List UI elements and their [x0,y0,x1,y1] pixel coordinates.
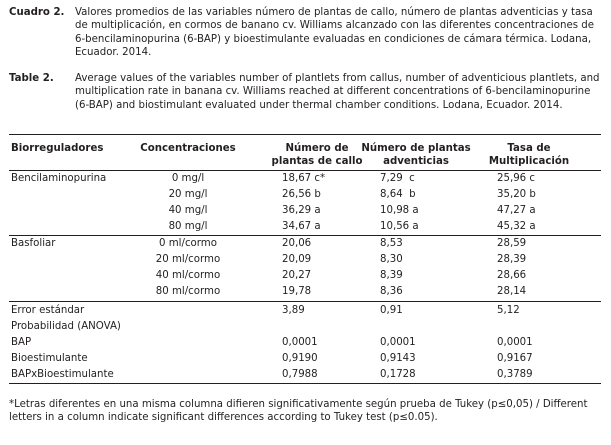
table-cell-callo: 20,06 [282,238,312,249]
table-cell-conc: 0 ml/cormo [159,238,217,249]
anova-label: Probabilidad (ANOVA) [11,321,121,332]
table-cell-tasa: 28,66 [497,270,527,281]
table-cell-conc: 80 mg/l [168,221,208,232]
anova-tasa: 0,3789 [497,369,533,380]
group2-bottom-rule [9,301,601,302]
caption-spanish-label: Cuadro 2. [9,7,65,18]
anova-callo: 0,0001 [282,337,318,348]
anova-adventicias: 0,0001 [380,337,416,348]
table-cell-tasa: 47,27 a [497,205,536,216]
table-cell-adventicias: 8,53 [380,238,403,249]
table-cell-callo: 20,09 [282,254,312,265]
anova-tasa: 0,9167 [497,353,533,364]
table-cell-tasa: 28,39 [497,254,527,265]
table-cell-tasa: 45,32 a [497,221,536,232]
anova-row-label: BAPxBioestimulante [11,369,114,380]
table-cell-adventicias: 10,98 a [380,205,419,216]
anova-callo: 0,9190 [282,353,318,364]
table-cell-conc: 80 ml/cormo [155,286,221,297]
header-plantas-callo-line1: Número de [285,143,349,154]
header-concentraciones: Concentraciones [140,143,236,154]
table-cell-conc: 20 mg/l [168,189,208,200]
table-cell-callo: 19,78 [282,286,312,297]
caption-spanish-text: Valores promedios de las variables número de plantas de callo, número de plantas adventicias y tasa de multiplicación, en cormos de banano cv. Williams alcanzado con las diferentes concentraciones de 6-bencilaminopurina (6-BAP) y bioestimulante evaluadas en condiciones de cámara térmica. Lodana, Ecuador. 2014. [75,7,595,58]
table-cell-callo: 36,29 a [282,205,321,216]
table-cell-conc: 20 ml/cormo [155,254,221,265]
table-cell-tasa: 35,20 b [497,189,536,200]
caption-english-text: Average values of the variables number of plantlets from callus, number of adventicious plantlets, and multiplication rate in banana cv. Williams reached at different concentrations of 6-bencilaminopurine (6-BAP) and biostimulant evaluated under thermal chamber conditions. Lodana, Ecuador. 2014. [75,73,600,111]
anova-adventicias: 0,9143 [380,353,416,364]
header-plantas-adventicias-line2: adventicias [383,156,449,167]
error-estandar-label: Error estándar [11,305,85,316]
table-cell-adventicias: 8,64 b [380,189,416,200]
table-cell-tasa: 25,96 c [497,173,536,184]
header-tasa-line2: Multiplicación [488,156,570,167]
group-label-basfoliar: Basfoliar [11,238,56,249]
anova-tasa: 0,0001 [497,337,533,348]
table-bottom-rule [9,383,601,384]
header-tasa-line1: Tasa de [507,143,551,154]
header-bottom-rule [9,170,601,171]
footnote: *Letras diferentes en una misma columna difieren significativamente según prueba de Tukey (p≤0,05) / Different letters in a column indicate significant differences according to Tukey test (p≤0.05). [9,399,588,424]
table-cell-tasa: 28,59 [497,238,527,249]
table-cell-adventicias: 8,30 [380,254,403,265]
table-cell-adventicias: 7,29 c [380,173,415,184]
table-cell-adventicias: 8,36 [380,286,403,297]
caption-english-label: Table 2. [9,73,54,84]
table-cell-callo: 26,56 b [282,189,321,200]
anova-row-label: Bioestimulante [11,353,88,364]
table-cell-tasa: 28,14 [497,286,527,297]
error-tasa: 5,12 [497,305,520,316]
header-biorreguladores: Biorreguladores [11,143,104,154]
error-callo: 3,89 [282,305,305,316]
anova-row-label: BAP [11,337,32,348]
table-cell-conc: 40 ml/cormo [155,270,221,281]
table-cell-adventicias: 10,56 a [380,221,419,232]
anova-callo: 0,7988 [282,369,318,380]
header-plantas-adventicias-line1: Número de plantas [361,143,471,154]
group1-bottom-rule [9,235,601,236]
table-cell-conc: 40 mg/l [168,205,208,216]
table-top-rule [9,134,601,135]
header-plantas-callo-line2: plantas de callo [271,156,363,167]
anova-adventicias: 0,1728 [380,369,416,380]
table-cell-adventicias: 8,39 [380,270,403,281]
table-cell-conc: 0 mg/l [171,173,205,184]
table-cell-callo: 18,67 c* [282,173,326,184]
table-cell-callo: 20,27 [282,270,312,281]
table-cell-callo: 34,67 a [282,221,321,232]
error-adventicias: 0,91 [380,305,403,316]
group-label-bencilaminopurina: Bencilaminopurina [11,173,107,184]
